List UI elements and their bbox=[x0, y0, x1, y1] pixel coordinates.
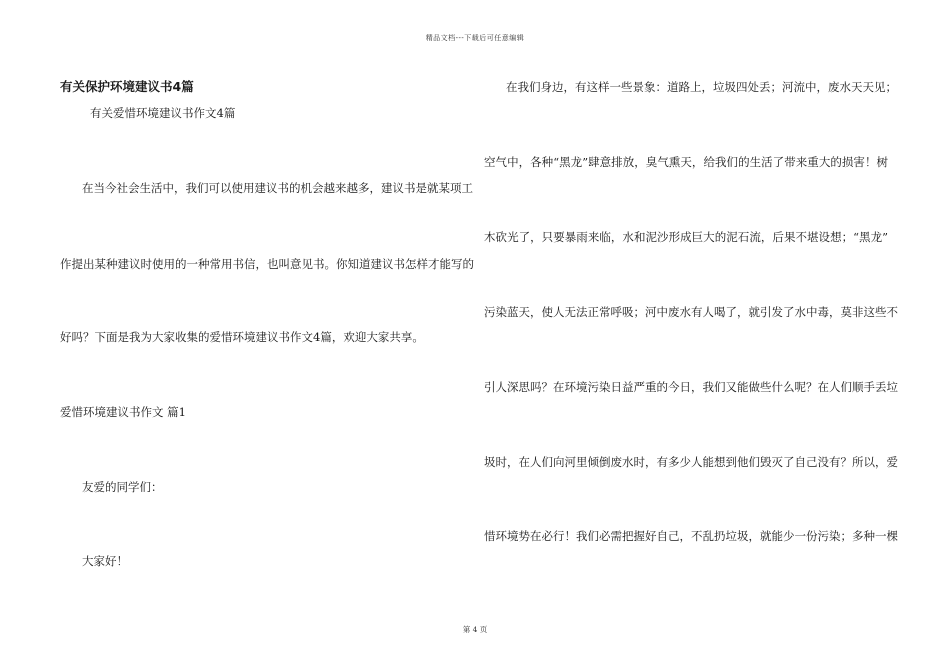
document-title: 有关保护环境建议书4篇 bbox=[60, 79, 194, 94]
document-subtitle: 有关爱惜环境建议书作文4篇 bbox=[90, 106, 236, 120]
paragraph-line: 在当今社会生活中，我们可以使用建议书的机会越来越多，建议书是就某项工 bbox=[82, 181, 473, 195]
paragraph-line: 污染蓝天，使人无法正常呼吸；河中废水有人喝了，就引发了水中毒，莫非这些不 bbox=[484, 305, 898, 319]
paragraph-line: 引人深思吗？在环境污染日益严重的今日，我们又能做些什么呢？在人们顺手丢垃 bbox=[484, 380, 898, 394]
paragraph-line: 惜环境势在必行！我们必需把握好自己，不乱扔垃圾，就能少一份污染；多种一棵 bbox=[484, 529, 898, 543]
salutation: 友爱的同学们： bbox=[82, 480, 163, 494]
page-number: 第 4 页 bbox=[462, 625, 488, 634]
paragraph-line: 圾时，在人们向河里倾倒废水时，有多少人能想到他们毁灭了自己没有？所以，爱 bbox=[484, 455, 898, 469]
paragraph-line: 好吗？下面是我为大家收集的爱惜环境建议书作文4篇，欢迎大家共享。 bbox=[60, 330, 424, 344]
page-header: 精品文档---下载后可任意编辑 bbox=[425, 34, 525, 42]
paragraph-line: 在我们身边，有这样一些景象：道路上，垃圾四处丢；河流中，废水天天见； bbox=[506, 80, 897, 94]
greeting: 大家好！ bbox=[82, 554, 128, 568]
paragraph-line: 作提出某种建议时使用的一种常用书信，也叫意见书。你知道建议书怎样才能写的 bbox=[60, 257, 474, 271]
paragraph-line: 空气中，各种“黑龙”肆意排放，臭气熏天，给我们的生活了带来重大的损害！树 bbox=[484, 155, 888, 169]
paragraph-line: 木砍光了，只要暴雨来临，水和泥沙形成巨大的泥石流，后果不堪设想；“黑龙” bbox=[484, 230, 888, 244]
section-heading: 爱惜环境建议书作文 篇1 bbox=[60, 405, 186, 419]
